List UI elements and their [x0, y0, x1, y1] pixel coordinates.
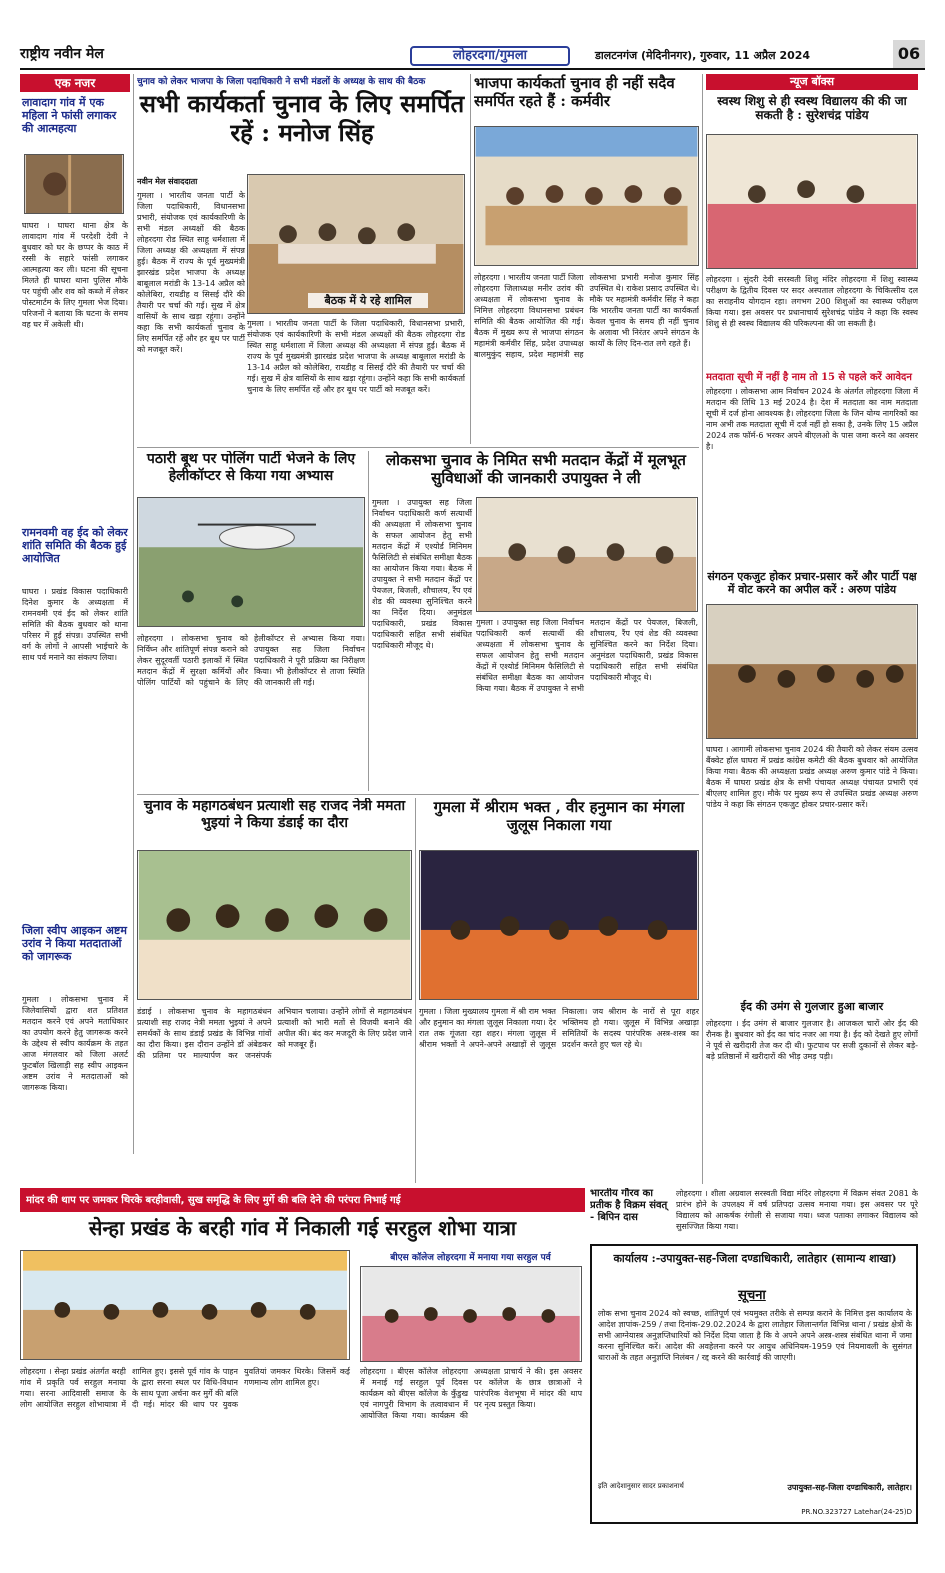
lead-kicker: चुनाव को लेकर भाजपा के जिला पदाधिकारी ने सभी मंडलों के अध्यक्ष के साथ की बैठक [137, 77, 426, 87]
shriram-story [419, 798, 699, 1183]
story-photo [706, 604, 918, 739]
helicopter-story [137, 451, 365, 791]
news-box-tag: न्यूज बॉक्स [706, 74, 918, 90]
column-rule [415, 798, 416, 1183]
masthead-rule [20, 68, 925, 70]
story-text: लोहरदगा । लोकसभा चुनाव को निर्विघ्न और शांतिपूर्ण संपन्न कराने को लेकर सुदूरवर्ती पठारी इलाकों में स्थित मतदान केंद्रों में सुरक्षा कर्मियों और पोलिंग पार्टियों को पहुंचाने के लिए हेलीकॉप्टर से अभ्यास किया गया। उपायुक्त सह जिला निर्वाचन पदाधिकारी ने पूरी प्रक्रिया का निरीक्षण किया। भी हेलीकॉप्टर से ताजा स्थिति की जानकारी ली गई। [137, 634, 365, 687]
story-headline: सेन्हा प्रखंड के बरही गांव में निकाली गई सरहुल शोभा यात्रा [88, 1216, 517, 1240]
story-photo [419, 850, 699, 1000]
story-photo [360, 1266, 582, 1362]
column-rule [470, 74, 471, 444]
mahagathbandhan-story [137, 798, 412, 1183]
story-headline: ईद की उमंग से गुलजार हुआ बाजार [740, 1000, 884, 1013]
notice-office: कार्यालय :-उपायुक्त-सह-जिला दण्डाधिकारी, लातेहार (सामान्य शाखा) [613, 1252, 897, 1265]
column-rule [133, 74, 134, 1154]
byline: नवीन मेल संवाददाता [137, 177, 198, 186]
story-text: डंडाई । लोकसभा चुनाव के महागठबंधन प्रत्याशी सह राजद नेत्री ममता भुइयां ने अपने समर्थकों के साथ डंडाई प्रखंड के विभिन्न गांवों का दौरा किया। इस दौरान उन्होंने डॉ अंबेडकर की प्रतिमा पर माल्यार्पण कर जनसंपर्क अभियान चलाया। उन्होंने लोगों से महागठबंधन प्रत्याशी को भारी मतों से विजयी बनाने की अपील की। बंद कर मजदूरी के लिए प्रदेश जाने को मजबूर हैं। [137, 1007, 412, 1060]
registration-bar [20, 1530, 925, 1538]
story-text: घाघरा । घाघरा थाना क्षेत्र के लावादाग गांव में परदेशी देवी ने बुधवार को घर के छप्पर के काठ में रस्सी के सहारे फांसी लगाकर आत्महत्या कर ली। घटना की सूचना मिलते ही घाघरा थाना पुलिस मौके पर पहुंची और शव को कब्जे में लेकर पोस्टमार्टम के लिए गुमला भेज दिया। परिजनों ने बताया कि घटना के समय वह घर में अकेली थी। [22, 221, 128, 329]
story-text: लोहरदगा । सुंदरी देवी सरस्वती शिशु मंदिर लोहरदगा में शिशु स्वास्थ्य परीक्षण के द्वितीय दिवस पर सदर अस्पताल लोहरदगा के चिकित्सीय दल का सराहनीय योगदान रहा। लगभग 200 शिशुओं का स्वास्थ्य परीक्षण किया गया। इस अवसर पर प्रधानाचार्य सुरेशचंद्र पांडेय ने कहा कि स्वस्थ शिशु से ही स्वस्थ विद्यालय की परिकल्पना की जा सकती है। [706, 275, 918, 328]
story-text: गुमला । लोकसभा चुनाव में जिलेवासियों द्वारा शत प्रतिशत मतदान करने एवं अपने मताधिकार का उपयोग करने हेतु जागरूक करने के उद्देश्य से स्वीप कार्यक्रम के तहत आज मंगलवार को जिला अलर्ट फुटबॉल खिलाड़ी सह स्वीप आइकन अष्टम उरांव ने मतदाताओं को जागरूक किया। [22, 995, 128, 1092]
notice-prno: PR.NO.323727 Latehar(24-25)D [801, 1508, 912, 1516]
page-number: 06 [893, 40, 925, 68]
story-text: घाघरा । आगामी लोकसभा चुनाव 2024 की तैयारी को लेकर संयम उत्सव बैंक्वेट हॉल घाघरा में प्रखंड कांग्रेस कमेटी की बैठक बुधवार को आयोजित किया गया। बैठक की अध्यक्षता प्रखंड अध्यक्ष अरुण कुमार पांडे ने किया। बैठक में घाघरा प्रखंड क्षेत्र के सभी पंचायत अध्यक्ष पंचायत प्रभारी एवं बीएलए शामिल हुए। मौके पर मुख्य रूप से उपस्थित प्रखंड अध्यक्ष अरुण पांडेय ने कहा कि संगठन एकजुट होकर प्रचार-प्रसार करें। [706, 745, 918, 809]
story-headline: मतदाता सूची में नहीं है नाम तो 15 से पहले करें आवेदन [706, 372, 912, 383]
lead-photo [247, 174, 465, 314]
photo-caption: बीएस कॉलेज लोहरदगा में मनाया गया सरहुल पर्व [390, 1253, 551, 1263]
lead-photo-caption: बैठक में ये रहे शामिल [308, 293, 428, 308]
lead-text-2: गुमला । भारतीय जनता पार्टी के जिला पदाधिकारी, विधानसभा प्रभारी, संयोजक एवं कार्यकारिणी के सभी मंडल अध्यक्षों की बैठक लोहरदगा रोड स्थित साहू धर्मशाला में जिला अध्यक्ष की अध्यक्षता में संपन्न हुई। बैठक में राज्य के पूर्व मुख्यमंत्री झारखंड प्रदेश भाजपा के अध्यक्ष बाबूलाल मरांडी के 13-14 अप्रैल को कोलेबिरा, रायडीह व सिसई दौरे की तैयारी पर चर्चा की गई। सुख में क्षेत्र वासियों के साथ खड़ा रहूंगा। उन्होंने कहा कि सभी कार्यकर्ता चुनाव के लिए समर्पित रहें और हर बूथ पर पार्टी को मजबूत करें। [247, 319, 465, 394]
story-headline: गुमला में श्रीराम भक्त , वीर हनुमान का मंगला जुलूस निकाला गया [433, 798, 685, 834]
bjp-story [474, 74, 699, 444]
dateline: डालटनगंज (मेदिनीनगर), गुरुवार, 11 अप्रैल 2024 [595, 49, 811, 62]
news-box [706, 74, 918, 1184]
story-headline: संगठन एकजुट होकर प्रचार-प्रसार करें और पार्टी पक्ष में वोट करने का अपील करें : अरुण पांडेय [707, 570, 917, 597]
row-rule [137, 794, 699, 795]
story-headline: भारतीय गौरव का प्रतीक है विक्रम संवत् - बिपिन दास [590, 1188, 668, 1223]
ek-nazar-tag: एक नजर [20, 74, 130, 92]
story-text: घाघरा । प्रखंड विकास पदाधिकारी दिनेश कुमार के अध्यक्षता में रामनवमी एवं ईद को लेकर शांति समिति की बैठक बुधवार को थाना परिसर में हुई संपन्न। उपस्थित सभी वर्ग के लोगों ने आपसी भाईचारे के साथ पर्व मनाने का संकल्प लिया। [22, 587, 128, 662]
sarhul-story [20, 1214, 585, 1524]
vikram-story [590, 1188, 918, 1240]
story-headline: चुनाव के महागठबंधन प्रत्याशी सह राजद नेत्री ममता भुइयां ने किया डंडाई का दौरा [143, 798, 406, 831]
lead-headline: सभी कार्यकर्ता चुनाव के लिए समर्पित रहें : मनोज सिंह [139, 89, 465, 147]
notice-title: सूचना [738, 1288, 766, 1303]
govt-notice [590, 1244, 918, 1524]
story-headline: स्वस्थ शिशु से ही स्वस्थ विद्यालय की की जा सकती है : सुरेशचंद्र पांडेय [717, 94, 907, 123]
story-text-2: गुमला । उपायुक्त सह जिला निर्वाचन पदाधिकारी कर्ण सत्यार्थी की अध्यक्षता में लोकसभा चुनाव के सफल आयोजन हेतु सभी मतदान केंद्रों में एश्योर्ड मिनिमम फैसिलिटी से संबंधित समीक्षा बैठक का आयोजन किया गया। बैठक में उपायुक्त ने सभी मतदान केंद्रों पर पेयजल, बिजली, शौचालय, रैंप एवं शेड की व्यवस्था सुनिश्चित करने का निर्देश दिया। अनुमंडल पदाधिकारी, प्रखंड विकास पदाधिकारी सहित सभी संबंधित पदाधिकारी मौजूद थे। [476, 618, 698, 693]
notice-body: लोक सभा चुनाव 2024 को स्वच्छ, शांतिपूर्ण एवं भयमुक्त तरीके से सम्पन्न कराने के निमित्त इस कार्यालय के आदेश ज्ञापांक-259 / तथा दिनांक-29.02.2024 के द्वारा लातेहार जिलान्तर्गत विभिन्न थाना / प्रखंड क्षेत्रों के सभी आग्नेयास्त्र अनुज्ञप्तिधारियों को निर्देश दिया जाता है कि वे अपने अपने अस्त्र-शस्त्र संबंधित थाना में जमा करना सुनिश्चित करें। आदेश की अवहेलना करने पर आयुध अधिनियम-1959 एवं नियमावली के सुसंगत धाराओं के तहत अनुज्ञप्ति निलंबन / रद्द करने की कार्रवाई की जाएगी। [598, 1309, 912, 1362]
story-text: लोहरदगा । ईद उमंग से बाजार गुलजार है। आजकल चारों ओर ईद की रौनक है। बुधवार को ईद का चांद नजर आ गया है। ईद को देखते हुए लोगों ने पूर्व से खरीदारी तेज कर दी थी। फुटपाथ पर सजी दुकानों से लेकर बड़े-बड़े प्रतिष्ठानों में खरीदारों की भीड़ उमड़ पड़ी। [706, 1019, 918, 1061]
story-photo [24, 154, 124, 214]
story-headline: जिला स्वीप आइकन अष्टम उरांव ने किया मतदाताओं को जागरूक [22, 924, 127, 964]
story-photo [20, 1250, 350, 1360]
story-text: लोहरदगा । शीला अग्रवाल सरस्वती विद्या मंदिर लोहरदगा में विक्रम संवत 2081 के प्रारंभ होने के उपलक्ष्य में वर्ष प्रतिपदा उत्सव मनाया गया। इस अवसर पर पूरे विद्यालय को आकर्षक रंगोली से सजाया गया। ध्वज पताका लगाकर विद्यालय को सुसज्जित किया गया। [676, 1189, 918, 1231]
story-headline: पठारी बूथ पर पोलिंग पार्टी भेजने के लिए हेलीकॉप्टर से किया गया अभ्यास [146, 451, 356, 484]
column-rule [702, 74, 703, 1184]
story-photo [474, 126, 699, 266]
story-photo [137, 497, 365, 627]
notice-signature: उपायुक्त-सह-जिला दण्डाधिकारी, लातेहार। [787, 1483, 912, 1492]
story-text: लोहरदगा । भारतीय जनता पार्टी जिला लोहरदगा जिलाध्यक्ष मनीर उरांव की अध्यक्षता में लोकसभा चुनाव के निमित्त लोहरदगा विधानसभा प्रबंधन समिति की बैठक आयोजित की गई। बैठक में मुख्य रूप से भाजपा संगठन महामंत्री कर्मवीर सिंह, प्रदेश उपाध्यक्ष बालमुकुंद सहाय, प्रदेश महामंत्री सह लोकसभा प्रभारी मनोज कुमार सिंह उपस्थित थे। राकेश प्रसाद उपस्थित थे। मौके पर महामंत्री कर्मवीर सिंह ने कहा कि भारतीय जनता पार्टी का कार्यकर्ता केवल चुनाव के समय ही नहीं चुनाव के अलावा भी निरंतर अपने संगठन के कार्यों के लिए दिन-रात लगे रहते हैं। [474, 273, 699, 359]
story-photo [476, 497, 698, 612]
notice-ref: इति आदेशानुसार सादर प्रकाशनार्थ [598, 1482, 684, 1490]
story-text: लोहरदगा । बीएस कॉलेज लोहरदगा में मनाई गई सरहुल पूर्व दिवस कार्यक्रम को बीएस कॉलेज के कुँडुख एवं नागपुरी विभाग के तत्वावधान में आयोजित किया गया। कार्यक्रम की अध्यक्षता प्राचार्य ने की। इस अवसर पर कॉलेज के छात्र छात्राओं ने पारंपरिक वेशभूषा में मांदर की थाप पर नृत्य प्रस्तुत किया। [360, 1367, 582, 1420]
story-text: लोहरदगा । सेन्हा प्रखंड अंतर्गत बरही गांव में प्रकृति पर्व सरहुल मनाया गया। सरना आदिवासी समाज के लोग आयोजित सरहुल शोभायात्रा में शामिल हुए। इससे पूर्व गांव के पाहन के द्वारा सरना स्थल पर विधि-विधान के साथ पूजा अर्चना कर मुर्गे की बलि दी गई। मांदर की थाप पर युवक युवतियां जमकर थिरके। जिसमें कई गणमान्य लोग शामिल हुए। [20, 1367, 350, 1409]
story-text: गुमला । उपायुक्त सह जिला निर्वाचन पदाधिकारी कर्ण सत्यार्थी की अध्यक्षता में लोकसभा चुनाव के सफल आयोजन हेतु सभी मतदान केंद्रों में एश्योर्ड मिनिमम फैसिलिटी से संबंधित समीक्षा बैठक का आयोजन किया गया। बैठक में उपायुक्त ने सभी मतदान केंद्रों पर पेयजल, बिजली, शौचालय, रैंप एवं शेड की व्यवस्था सुनिश्चित करने का निर्देश दिया। अनुमंडल पदाधिकारी, प्रखंड विकास पदाधिकारी सहित सभी संबंधित पदाधिकारी मौजूद थे। [372, 498, 472, 650]
row-rule [137, 447, 699, 448]
lead-story [137, 74, 467, 444]
masthead [20, 40, 925, 70]
lead-text: गुमला । भारतीय जनता पार्टी के जिला पदाधिकारी, विधानसभा प्रभारी, संयोजक एवं कार्यकारिणी के सभी मंडल अध्यक्षों की बैठक लोहरदगा रोड स्थित साहू धर्मशाला में जिला अध्यक्ष की अध्यक्षता में संपन्न हुई। बैठक में राज्य के पूर्व मुख्यमंत्री झारखंड प्रदेश भाजपा के अध्यक्ष बाबूलाल मरांडी के 13-14 अप्रैल को कोलेबिरा, रायडीह व सिसई दौरे की तैयारी पर चर्चा की गई। सुख में क्षेत्र वासियों के साथ खड़ा रहूंगा। उन्होंने कहा कि सभी कार्यकर्ता चुनाव के लिए समर्पित रहें और हर बूथ पर पार्टी को मजबूत करें। [137, 191, 245, 354]
column-rule [368, 451, 369, 791]
polling-story [372, 451, 700, 791]
left-column [20, 74, 130, 1154]
story-headline: रामनवमी वह ईद को लेकर शांति समिति की बैठक हुई आयोजित [22, 526, 128, 566]
story-text: लोहरदगा । लोकसभा आम निर्वाचन 2024 के अंतर्गत लोहरदगा जिला में मतदान की तिथि 13 मई 2024 है। देश में मतदाता का नाम मतदाता सूची में दर्ज होना आवश्यक है। लोहरदगा जिला के जिन योग्य नागरिकों का नाम अभी तक मतदाता सूची में दर्ज नहीं हो सका है, उनके लिए 15 अप्रैल 2024 तक फॉर्म-6 भरकर अपने बीएलओ के पास जमा करने का अवसर है। [706, 387, 918, 451]
story-text: गुमला । जिला मुख्यालय गुमला में श्री राम भक्त और हनुमान का मंगला जुलूस निकाला गया। देर रात तक गूंजता रहा शहर। मंगला जुलूस में श्रीराम भक्तों ने अपने-अपने अखाड़ों से जुलूस निकाला। जय श्रीराम के नारों से पूरा शहर भक्तिमय हो गया। जुलूस में विभिन्न अखाड़ा समितियों के सदस्य पारंपरिक अस्त्र-शस्त्र का प्रदर्शन करते हुए चल रहे थे। [419, 1007, 699, 1049]
sarhul-banner [20, 1188, 585, 1212]
story-headline: भाजपा कार्यकर्ता चुनाव ही नहीं सदैव समर्पित रहते हैं : कर्मवीर [474, 74, 675, 110]
story-photo [137, 850, 412, 1000]
section-label: लोहरदगा/गुमला [410, 46, 570, 66]
story-headline: लोकसभा चुनाव के निमित सभी मतदान केंद्रों में मूलभूत सुविधाओं की जानकारी उपायुक्त ने ली [386, 451, 686, 487]
story-headline: लावादाग गांव में एक महिला ने फांसी लगाकर की आत्महत्या [22, 96, 117, 136]
story-photo [706, 134, 918, 269]
newspaper-name: राष्ट्रीय नवीन मेल [20, 46, 104, 62]
banner-text: मांदर की थाप पर जमकर थिरके बरहीवासी, सुख समृद्धि के लिए मुर्गे की बलि देने की परंपरा निभाई गई [26, 1195, 401, 1206]
